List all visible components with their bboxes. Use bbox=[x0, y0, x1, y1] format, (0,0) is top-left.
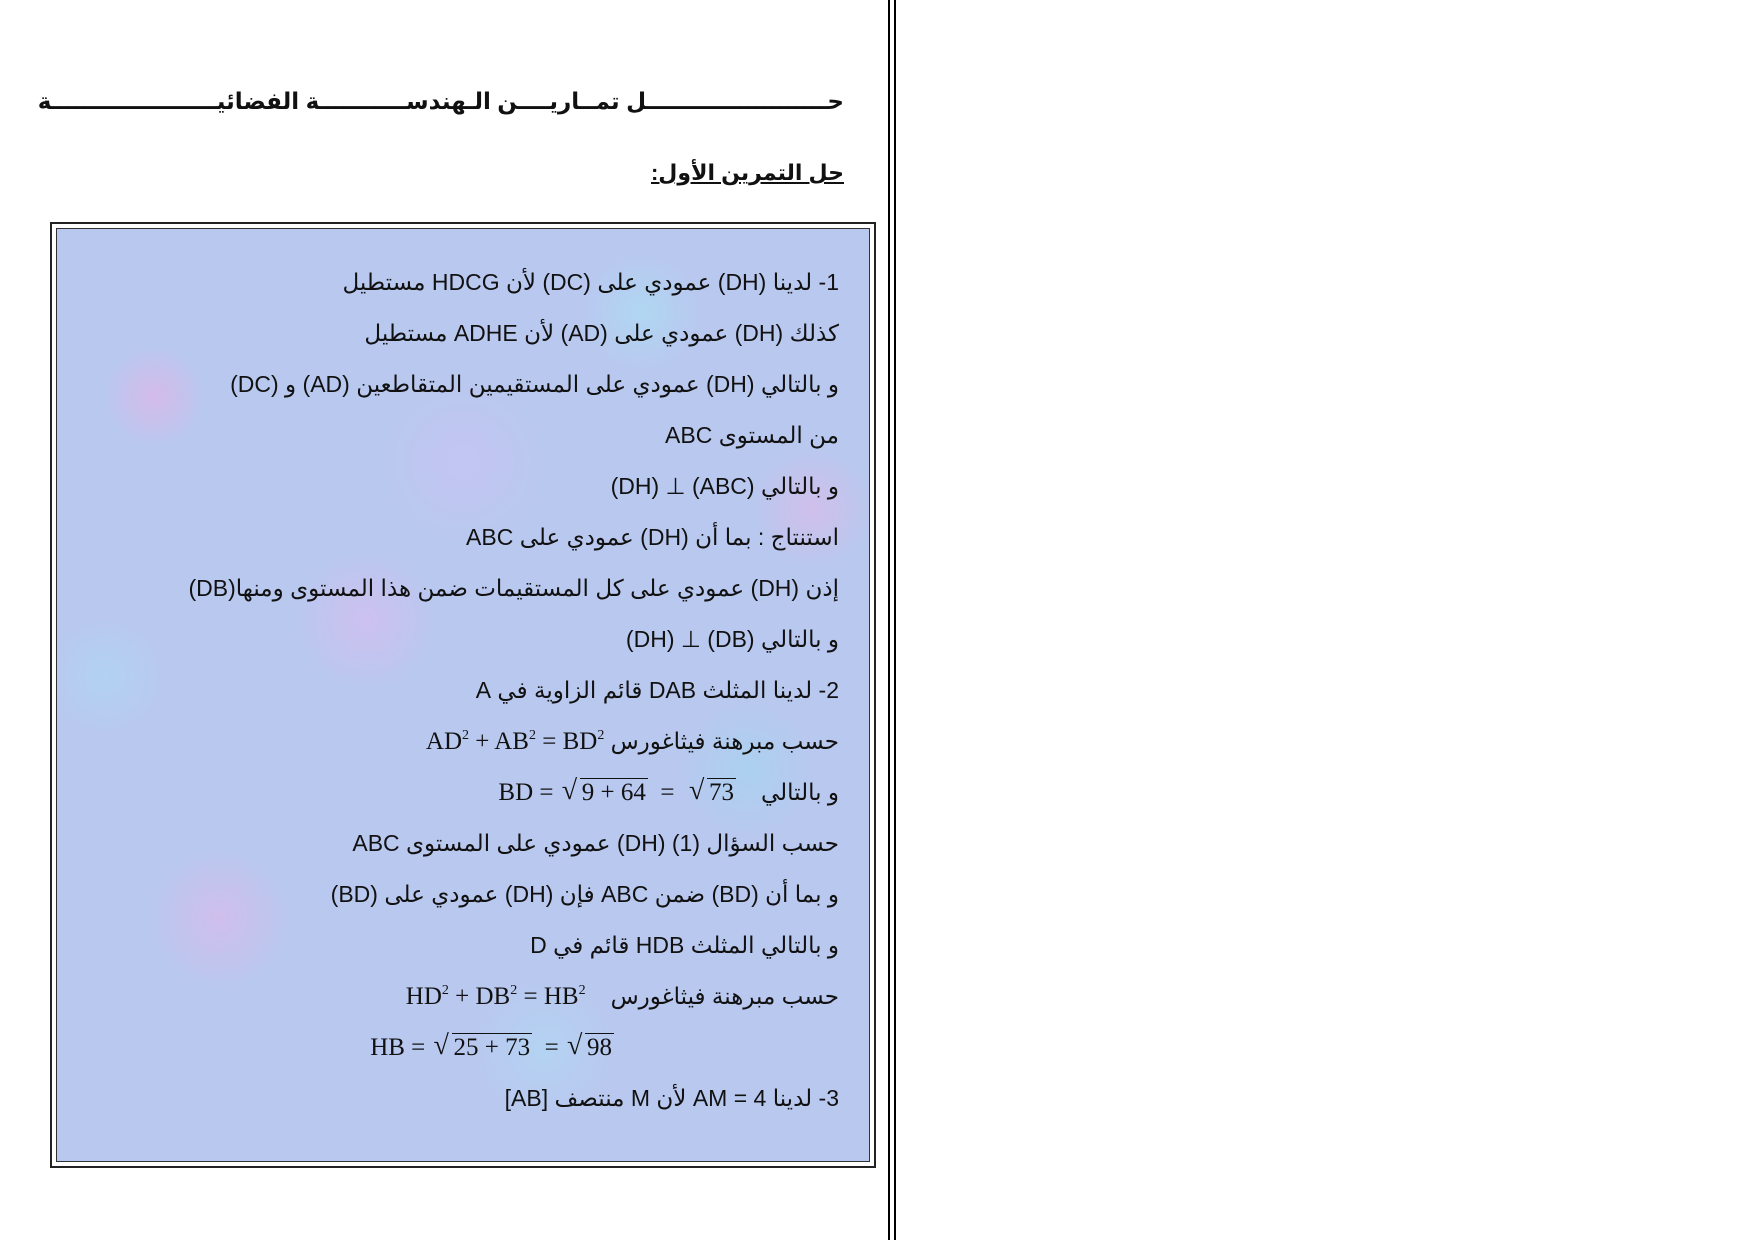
solution-line-8: و بالتالي (DB) ⊥ (DH) bbox=[625, 626, 839, 652]
solution-line-17: 3- لدينا AM = 4 لأن M منتصف [AB] bbox=[504, 1085, 839, 1111]
sqrt-symbol-2: √ 73 bbox=[689, 767, 736, 818]
solution-line-2: كذلك (DH) عمودي على (AD) لأن ADHE مستطيل bbox=[364, 320, 839, 346]
therefore-label: و بالتالي bbox=[760, 779, 839, 805]
solution-line-14: و بالتالي المثلث HDB قائم في D bbox=[530, 932, 839, 958]
solution-line-13: و بما أن (BD) ضمن ABC فإن (DH) عمودي على (BD) bbox=[330, 881, 839, 907]
pythagoras-label-1: حسب مبرهنة فيثاغورس bbox=[610, 728, 839, 754]
solution-lines bbox=[139, 257, 839, 1124]
solution-line-6: استنتاج : بما أن (DH) عمودي على ABC bbox=[466, 524, 839, 550]
solution-line-12: حسب السؤال (1) (DH) عمودي على المستوى ABC bbox=[352, 830, 839, 856]
hb-formula: HB = √ 25 + 73 = √ 98 bbox=[370, 1034, 614, 1061]
solution-box-background bbox=[56, 228, 870, 1162]
sqrt-symbol-3: √ 25 + 73 bbox=[434, 1022, 533, 1073]
page-divider bbox=[888, 0, 896, 1240]
solution-line-1: 1- لدينا (DH) عمودي على (DC) لأن HDCG مستطيل bbox=[342, 269, 839, 295]
solution-line-15 bbox=[139, 971, 839, 1022]
pythagoras-formula-2: $HD^2 + DB^2 = HB^2$ bbox=[405, 983, 586, 1010]
solution-line-10 bbox=[139, 716, 839, 767]
sqrt-symbol-1: √ 9 + 64 bbox=[562, 767, 648, 818]
solution-line-5: و بالتالي (ABC) ⊥ (DH) bbox=[610, 473, 839, 499]
solution-line-3: و بالتالي (DH) عمودي على المستقيمين المتقاطعين (AD) و (DC) bbox=[230, 371, 839, 397]
page-title: حـــــــــــــــــــــــل تمــاريــــن الـهندســـــــــــة الفضائيـــــــــــــــــــــة bbox=[37, 88, 844, 114]
solution-line-16 bbox=[139, 1022, 839, 1073]
solution-box bbox=[50, 222, 876, 1168]
pythagoras-formula-1: $AD^2 + AB^2 = BD^2$ bbox=[425, 728, 605, 755]
solution-line-9: 2- لدينا المثلث DAB قائم الزاوية في A bbox=[475, 677, 839, 703]
sqrt-symbol-4: √ 98 bbox=[567, 1022, 614, 1073]
exercise-heading: حل التمرين الأول: bbox=[650, 160, 844, 185]
solution-line-7: إذن (DH) عمودي على كل المستقيمات ضمن هذا المستوى ومنها(DB) bbox=[188, 575, 839, 601]
solution-line-11 bbox=[139, 767, 839, 818]
pythagoras-label-2: حسب مبرهنة فيثاغورس bbox=[610, 983, 839, 1009]
solution-line-4: من المستوى ABC bbox=[665, 422, 839, 448]
bd-formula: BD = √ 9 + 64 = √ 73 bbox=[498, 779, 736, 806]
